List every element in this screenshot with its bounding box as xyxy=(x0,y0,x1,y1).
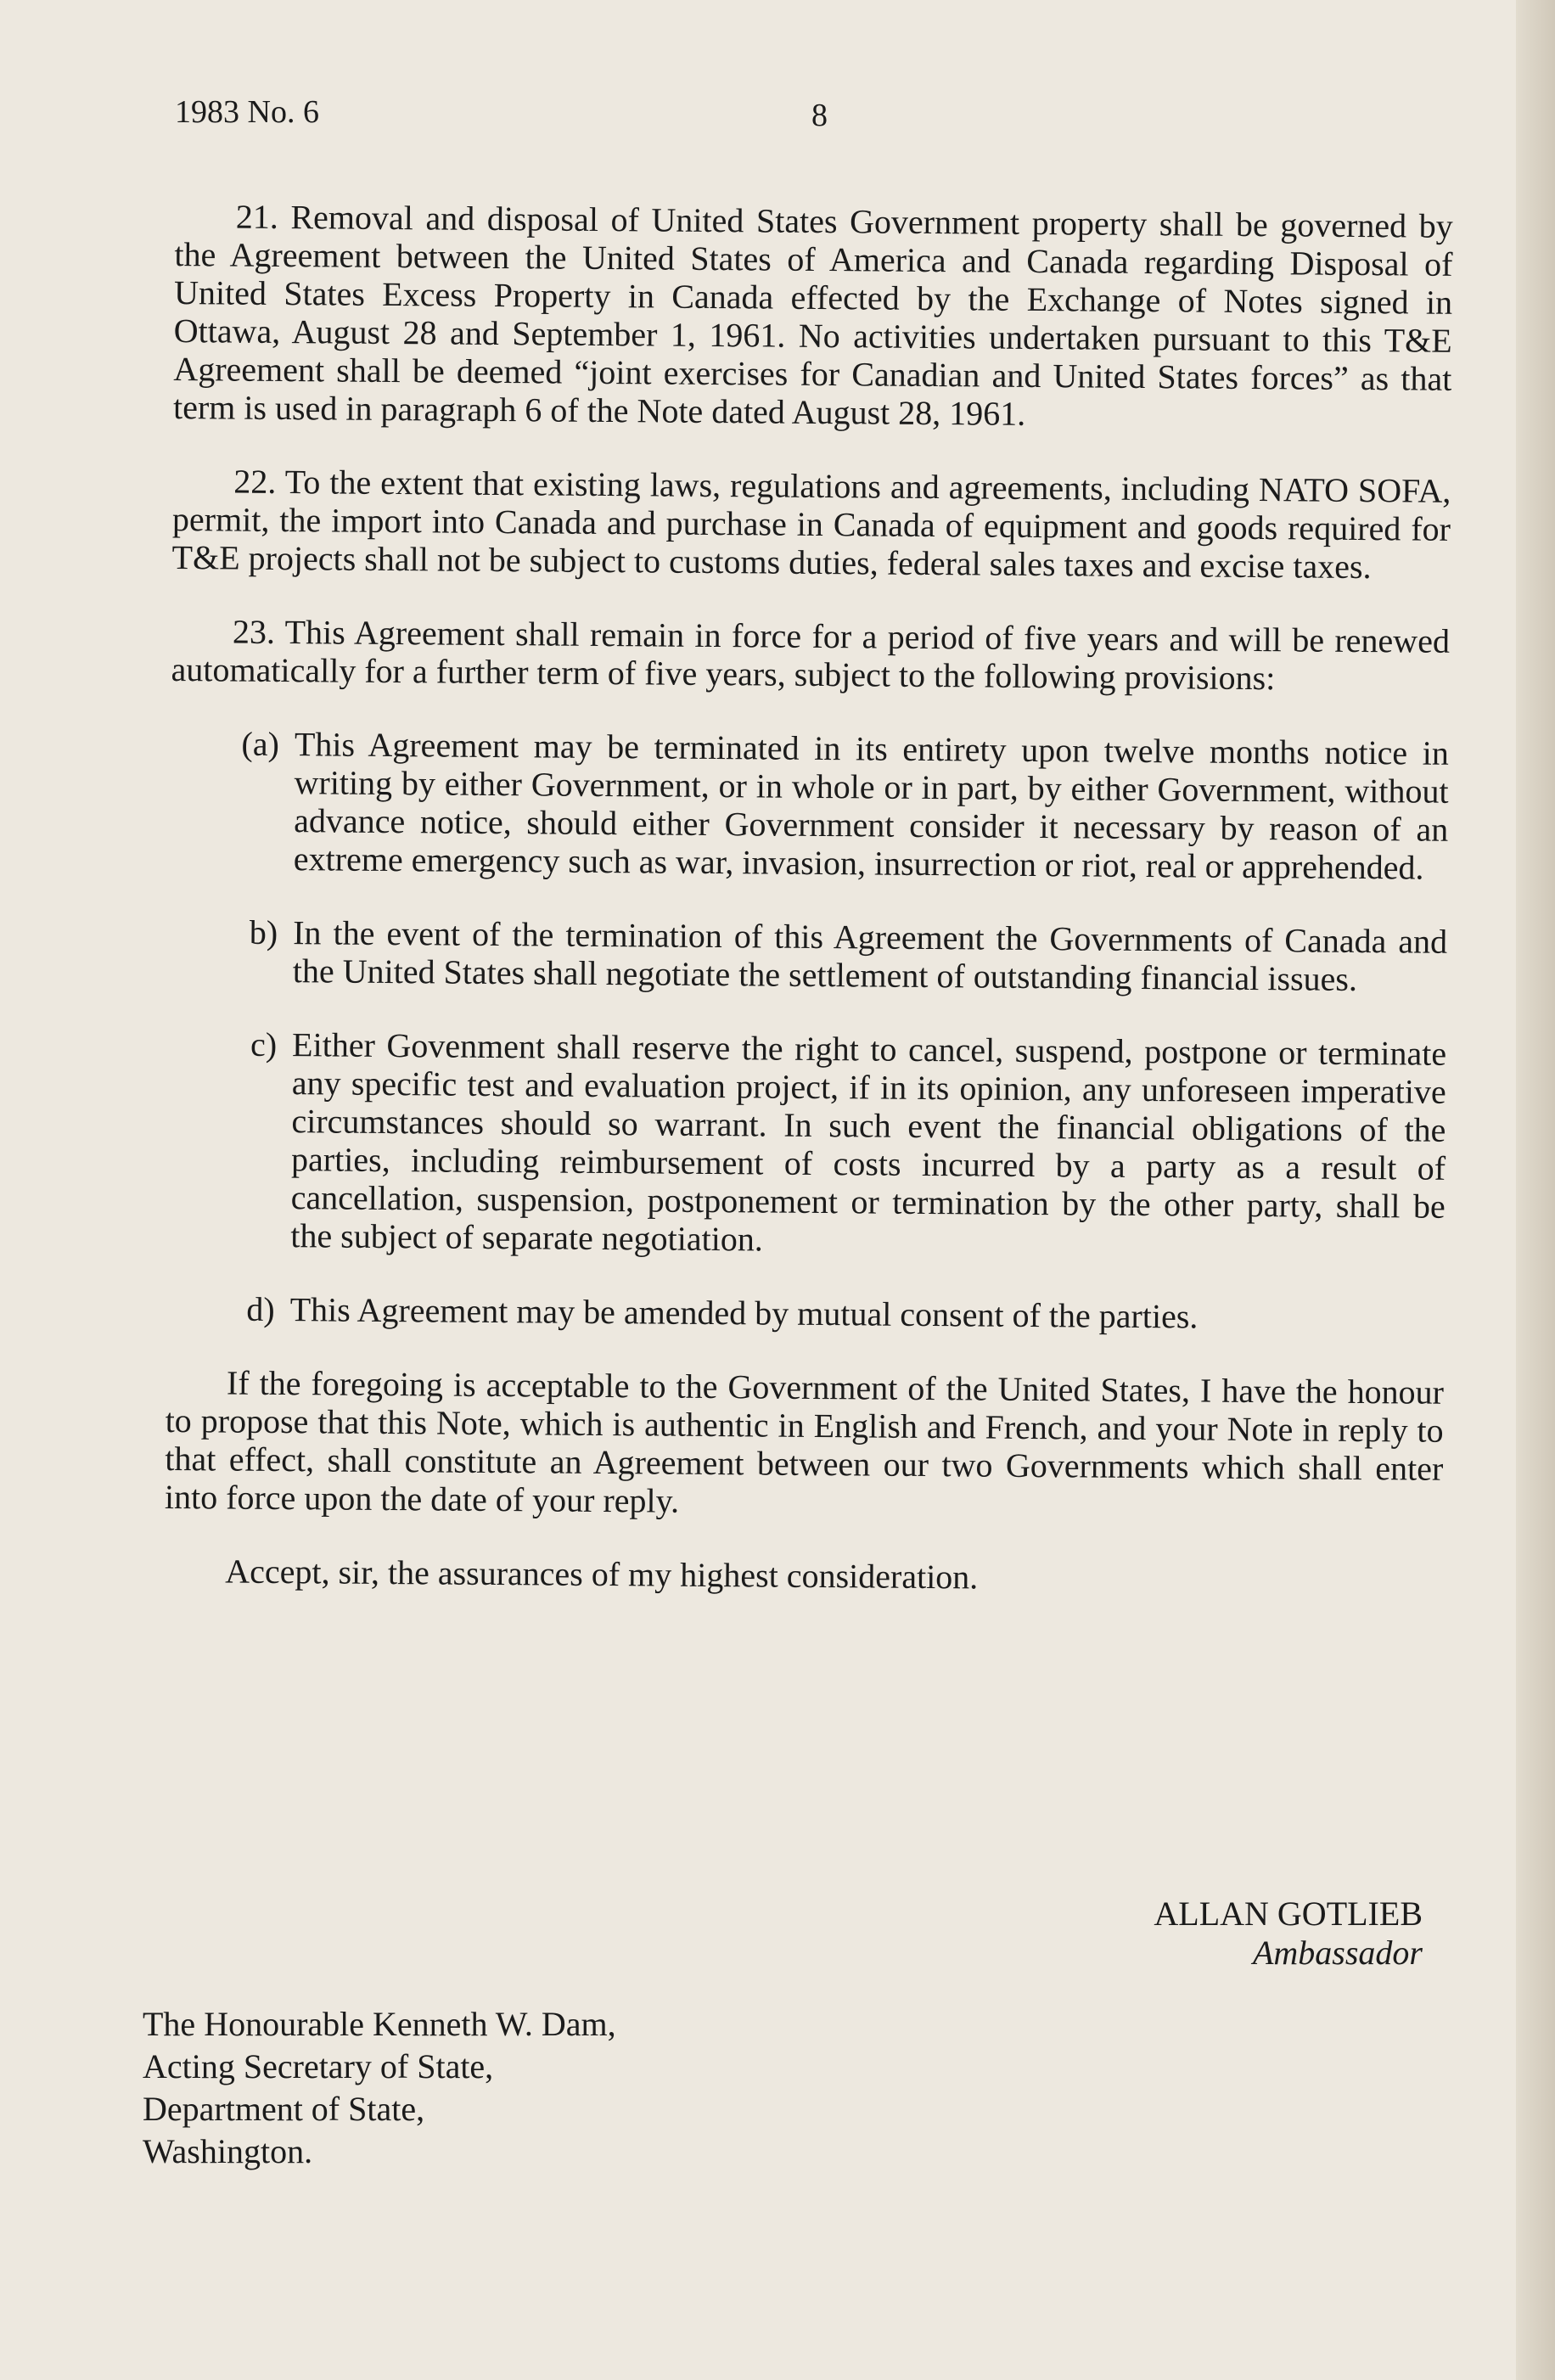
addressee-name: The Honourable Kenneth W. Dam, xyxy=(143,2005,616,2043)
provision-b xyxy=(169,912,1448,999)
note-body xyxy=(164,197,1453,1636)
closing-courtesy: Accept, sir, the assurances of my highest consideration. xyxy=(225,1552,979,1597)
provision-text: This Agreement may be amended by mutual consent of the parties. xyxy=(289,1290,1199,1336)
provision-a xyxy=(170,724,1449,887)
addressee-position: Acting Secretary of State, xyxy=(143,2047,494,2085)
provision-label: d) xyxy=(246,1289,275,1328)
provision-text: This Agreement may be terminated in its entirety upon twelve months notice in writing by either Government, or in whole or in part, by either Government, without advance notice, should either Government consider it necessary by reason of an extreme emergency such as war, invasion, insurrection or riot, real or apprehended. xyxy=(293,725,1450,887)
provision-label: c) xyxy=(250,1024,278,1064)
paragraph-23: 23. This Agreement shall remain in force for a period of five years and will be renewed automatically for a further term of five years, subject to the following provisions: xyxy=(171,612,1451,698)
provision-text: In the event of the termination of this Agreement the Governments of Canada and the United States shall negotiate the settlement of outstanding financial issues. xyxy=(292,913,1448,998)
addressee-department: Department of State, xyxy=(143,2090,425,2128)
signatory-title: Ambassador xyxy=(1252,1934,1423,1972)
paragraph-22: 22. To the extent that existing laws, regulations and agreements, including NATO SOFA, permit, the import into Canada and purchase in Canada of equipment and goods required for T&E projects shall not be subject to customs duties, federal sales taxes and excise taxes. xyxy=(171,462,1451,587)
page-edge-shadow xyxy=(1516,0,1555,2380)
provision-label: (a) xyxy=(241,724,280,763)
signature-block xyxy=(1154,1894,1423,1973)
provision-d xyxy=(166,1289,1445,1338)
provision-text: Either Govenment shall reserve the right to cancel, suspend, postpone or terminate any specific test and evaluation project, if in its opinion, any unforeseen imperative circumstances should so warrant. In such event the financial obligations of the parties, including reimbursement of costs incurred by a party as a result of cancellation, suspension, postponement or termination by the other party, shall be the subject of separate negotiation. xyxy=(290,1025,1447,1259)
provision-c xyxy=(166,1024,1446,1264)
addressee-city: Washington. xyxy=(143,2132,313,2170)
treaty-reference: 1983 No. 6 xyxy=(175,94,319,130)
provision-label: b) xyxy=(249,912,278,951)
signatory-name: ALLAN GOTLIEB xyxy=(1154,1894,1423,1933)
paragraph-21: 21. Removal and disposal of United States Government property shall be governed by the Agreement between the United States of America and Canada regarding Disposal of United States Excess Property in Canada effected by the Exchange of Notes signed in Ottawa, August 28 and September 1, 1961. No activities undertaken pursuant to this T&E Agreement shall be deemed “joint exercises for Canadian and United States forces” as that term is used in paragraph 6 of the Note dated August 28, 1961. xyxy=(172,197,1453,433)
closing-proposal: If the foregoing is acceptable to the Government of the United States, I have the honour to propose that this Note, which is authentic in English and French, and your Note in reply to that effect, shall constitute an Agreement between our two Governments which shall enter into force upon the date of your reply. xyxy=(164,1363,1445,1520)
addressee-block xyxy=(143,2003,616,2173)
page-number: 8 xyxy=(811,98,828,133)
